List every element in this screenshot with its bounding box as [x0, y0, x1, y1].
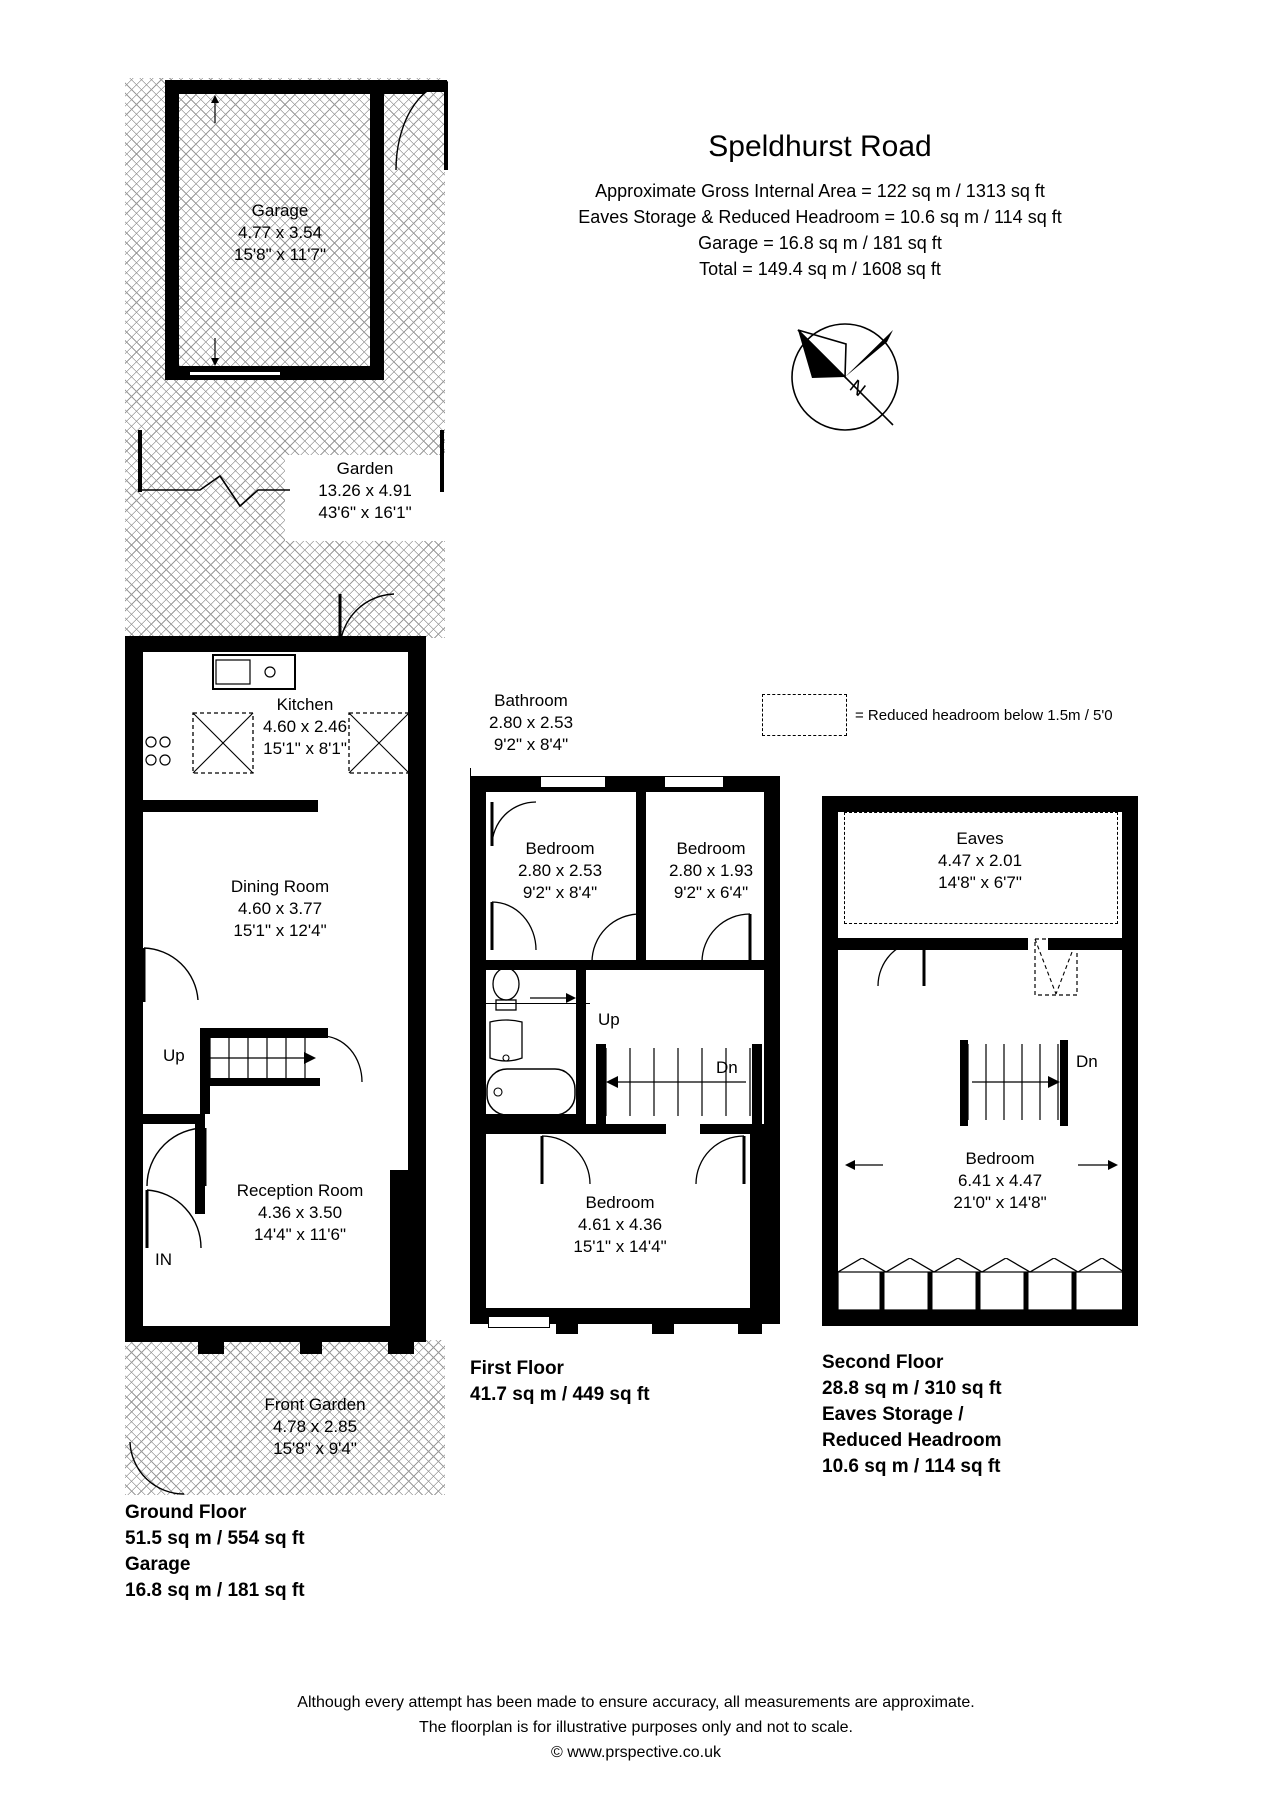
kitchen-hob-rings — [142, 732, 174, 772]
first-right-inner-wall — [750, 1134, 780, 1324]
second-caption-line-5: 10.6 sq m / 114 sq ft — [822, 1456, 1001, 1477]
bathroom-partition — [486, 1114, 586, 1124]
compass-rose — [790, 322, 900, 432]
legend-label: = Reduced headroom below 1.5m / 5'0 — [855, 707, 1113, 724]
garden-edge-right — [440, 430, 444, 492]
garage-door-swing — [390, 80, 450, 172]
garage-imperial: 15'8" x 11'7" — [234, 245, 326, 264]
bedroom1-metric: 2.80 x 2.53 — [517, 861, 603, 880]
ground-caption-line-1: Ground Floor — [125, 1502, 247, 1523]
garage-wall-left — [165, 80, 179, 380]
ground-caption-line-2: 51.5 sq m / 554 sq ft — [125, 1528, 305, 1549]
bathroom-metric: 2.80 x 2.53 — [488, 713, 574, 732]
garage-dimension-arrows — [205, 95, 225, 125]
room-label-bedroom-4 — [900, 1148, 1100, 1214]
bedroom1-name: Bedroom — [525, 839, 595, 858]
second-wall-left — [822, 796, 838, 1326]
reception-name: Reception Room — [236, 1181, 364, 1200]
stairs-dn-label-first: Dn — [716, 1058, 738, 1077]
bay-window-pier-mid — [300, 1326, 322, 1354]
bedroom2-door-swing — [700, 912, 752, 964]
room-label-garden — [283, 458, 447, 524]
bedroom2-metric: 2.80 x 1.93 — [668, 861, 754, 880]
second-door-swing — [876, 938, 926, 988]
eaves-name: Eaves — [956, 829, 1004, 848]
ground-caption-line-4: 16.8 sq m / 181 sq ft — [125, 1580, 305, 1601]
stairs-up-label-ground: Up — [163, 1046, 185, 1065]
eaves-imperial: 14'8" x 6'7" — [938, 873, 1022, 892]
bay-window-pier-left — [198, 1326, 224, 1354]
first-floor-caption — [470, 1356, 770, 1408]
room-label-garage — [185, 200, 375, 266]
kitchen-metric: 4.60 x 2.46 — [262, 717, 348, 736]
second-wall-bottom — [822, 1310, 1138, 1326]
legend-swatch — [762, 694, 847, 736]
dining-door-swing — [140, 944, 202, 1006]
garden-imperial: 43'6" x 16'1" — [318, 503, 412, 522]
kitchen-imperial: 15'1" x 8'1" — [263, 739, 347, 758]
landing-partition-right — [700, 1124, 780, 1134]
reception-partition-top — [143, 1114, 205, 1124]
garage-metric: 4.77 x 3.54 — [237, 223, 323, 242]
stairs-under-swing — [320, 1034, 364, 1084]
ground-floor-caption — [125, 1500, 425, 1604]
first-caption-line-1: First Floor — [470, 1358, 564, 1379]
footer-line-2: The floorplan is for illustrative purposes only and not to scale. — [418, 1719, 853, 1736]
reception-metric: 4.36 x 3.50 — [257, 1203, 343, 1222]
garden-edge-left — [138, 430, 142, 492]
entrance-door-swing — [143, 1188, 205, 1252]
ground-caption-line-3: Garage — [125, 1554, 191, 1575]
room-label-bedroom-2 — [646, 838, 776, 904]
reception-imperial: 14'4" x 11'6" — [254, 1225, 346, 1244]
garage-opening-line — [190, 372, 280, 375]
bedroom3-door-swing-left — [540, 1134, 592, 1186]
bedroom4-dimension-arrow-right — [1078, 1158, 1118, 1172]
front-gate-swing — [128, 1440, 188, 1496]
stairs-ground — [210, 1034, 326, 1082]
first-bay-pier-mid — [652, 1308, 674, 1334]
second-caption-line-4: Reduced Headroom — [822, 1430, 1002, 1451]
bedroom2-name: Bedroom — [676, 839, 746, 858]
first-bay-glass-1 — [578, 1316, 652, 1319]
garden-break-line — [140, 472, 290, 522]
room-label-bathroom — [466, 690, 596, 756]
second-caption-line-2: 28.8 sq m / 310 sq ft — [822, 1378, 1002, 1399]
stair-wall-first-left — [596, 1044, 606, 1124]
entrance-in-label: IN — [155, 1250, 172, 1269]
bay-window-glass — [224, 1334, 300, 1337]
first-caption-line-2: 41.7 sq m / 449 sq ft — [470, 1384, 650, 1405]
bathroom-name: Bathroom — [494, 691, 568, 710]
bathroom-imperial: 9'2" x 8'4" — [493, 735, 569, 754]
eaves-hatch-dashed — [1034, 938, 1078, 998]
bedroom4-dimension-arrow-left — [845, 1158, 885, 1172]
bedroom1-door-swing-top — [490, 800, 538, 848]
footer-disclaimer — [86, 1690, 1186, 1765]
first-bay-glass-2 — [674, 1316, 738, 1319]
first-bay-pier-right — [738, 1308, 762, 1334]
second-partition — [838, 938, 1028, 950]
bathroom-arrow — [530, 990, 576, 1006]
first-window-bottom-left — [488, 1316, 550, 1328]
bedroom3-metric: 4.61 x 4.36 — [577, 1215, 663, 1234]
bedroom4-imperial: 21'0" x 14'8" — [953, 1193, 1047, 1212]
landing-partition-lower — [486, 1124, 666, 1134]
area-line-garage: Garage = 16.8 sq m / 181 sq ft — [698, 233, 942, 253]
bay-window-pier-right — [388, 1326, 414, 1354]
second-caption-line-1: Second Floor — [822, 1352, 944, 1373]
bedroom3-door-swing-right — [694, 1134, 746, 1186]
first-wall-top — [470, 776, 780, 792]
stair-wall-ground-left — [200, 1028, 210, 1114]
header-block — [470, 130, 1170, 282]
compass-north-label: N — [845, 376, 870, 402]
room-label-front-garden — [215, 1394, 415, 1460]
bedroom4-name: Bedroom — [965, 1149, 1035, 1168]
front-garden-imperial: 15'8" x 9'4" — [273, 1439, 357, 1458]
kitchen-sink-detail — [214, 656, 294, 688]
room-label-eaves — [860, 828, 1100, 894]
footer-line-3: © www.prspective.co.uk — [550, 1744, 722, 1761]
stairs-up-label-first: Up — [598, 1010, 620, 1029]
bedroom1-door-swing-lower — [490, 900, 538, 952]
garage-dimension-arrow-bottom — [205, 336, 225, 366]
bathroom-partition-right — [576, 964, 586, 1124]
bathroom-wc — [488, 964, 524, 1014]
page-title: Speldhurst Road — [708, 130, 932, 163]
kitchen-name: Kitchen — [276, 695, 334, 714]
bedroom2-imperial: 9'2" x 6'4" — [673, 883, 749, 902]
front-garden-name: Front Garden — [264, 1395, 366, 1414]
stairs-second — [968, 1044, 1060, 1122]
kitchen-dining-partition — [143, 800, 318, 812]
second-caption-line-3: Eaves Storage / — [822, 1404, 964, 1425]
area-line-gross: Approximate Gross Internal Area = 122 sq m / 1313 sq ft — [595, 181, 1045, 201]
front-garden-metric: 4.78 x 2.85 — [272, 1417, 358, 1436]
garden-name: Garden — [336, 459, 394, 478]
dining-metric: 4.60 x 3.77 — [237, 899, 323, 918]
stair-wall-second-right — [1060, 1040, 1068, 1126]
first-bay-pier-left — [556, 1308, 578, 1334]
second-wall-right — [1122, 796, 1138, 1326]
bedroom4-metric: 6.41 x 4.47 — [957, 1171, 1043, 1190]
bedroom3-imperial: 15'1" x 14'4" — [573, 1237, 667, 1256]
dining-imperial: 15'1" x 12'4" — [233, 921, 327, 940]
garage-name: Garage — [251, 201, 309, 220]
area-line-eaves: Eaves Storage & Reduced Headroom = 10.6 sq m / 114 sq ft — [578, 207, 1062, 227]
bathroom-basin — [486, 1018, 526, 1064]
first-window-frame-right — [664, 776, 724, 788]
bay-window-glass-2 — [322, 1334, 388, 1337]
eaves-metric: 4.47 x 2.01 — [937, 851, 1023, 870]
bathroom-bath — [486, 1068, 576, 1116]
area-line-total: Total = 149.4 sq m / 1608 sq ft — [699, 259, 941, 279]
room-label-kitchen — [215, 694, 395, 760]
room-label-reception — [190, 1180, 410, 1246]
stair-wall-second-left — [960, 1040, 968, 1126]
second-wall-top — [822, 796, 1138, 812]
kitchen-back-door-swing — [336, 588, 398, 650]
footer-line-1: Although every attempt has been made to ensure accuracy, all measurements are approximate. — [297, 1694, 975, 1711]
dining-name: Dining Room — [230, 877, 330, 896]
garage-wall-top — [165, 80, 425, 94]
room-label-dining — [180, 876, 380, 942]
second-floor-caption — [822, 1350, 1142, 1480]
bedroom-door-swing-mid — [590, 912, 642, 964]
second-dormer-window — [838, 1258, 1124, 1312]
bedroom1-imperial: 9'2" x 8'4" — [522, 883, 598, 902]
stair-wall-first-right — [752, 1044, 762, 1124]
first-wall-left — [470, 776, 486, 1324]
ground-wall-right — [408, 636, 426, 1184]
garden-metric: 13.26 x 4.91 — [318, 481, 412, 500]
room-label-bedroom-3 — [530, 1192, 710, 1258]
first-window-frame-left — [540, 776, 606, 788]
stairs-dn-label-second: Dn — [1076, 1052, 1098, 1071]
bedroom3-name: Bedroom — [585, 1193, 655, 1212]
